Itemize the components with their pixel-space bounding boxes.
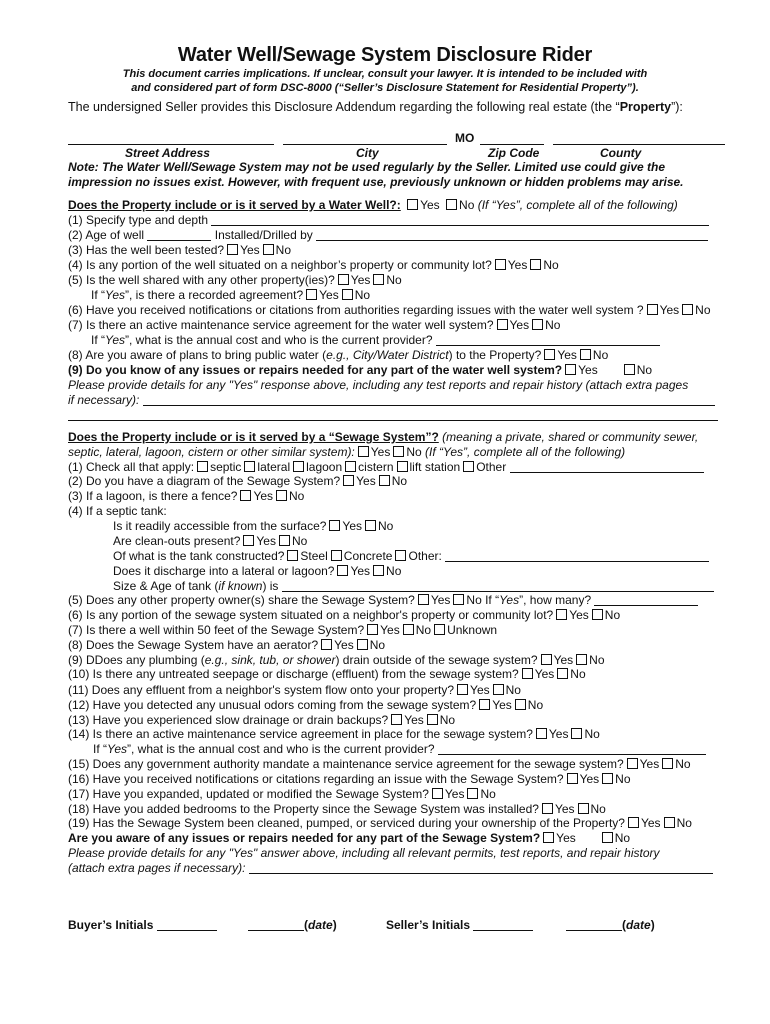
city-field[interactable] <box>283 144 447 145</box>
well-q4: (4) Is any portion of the well situated on a neighbor’s property or community lot? Yes No <box>68 258 559 272</box>
sewage-q7: (7) Is there a well within 50 feet of the Sewage System? Yes No Unknown <box>68 623 498 637</box>
well-q3: (3) Has the well been tested? Yes No <box>68 243 292 257</box>
well-q7: (7) Is there an active maintenance service agreement for the water well system? Yes No <box>68 318 561 332</box>
sewage-q17-yes[interactable] <box>432 788 443 799</box>
tank-material-other-field[interactable] <box>445 550 709 562</box>
sewage-q11: (11) Does any effluent from a neighbor's system flow onto your property? Yes No <box>68 683 521 697</box>
well-no-checkbox[interactable] <box>446 199 457 210</box>
sewage-q5: (5) Does any other property owner(s) share the Sewage System? Yes No If “Yes”, how many? <box>68 593 698 607</box>
concrete-checkbox[interactable] <box>331 550 342 561</box>
county-label: County <box>600 146 642 160</box>
well-q6-yes[interactable] <box>647 304 658 315</box>
sewage-q13: (13) Have you experienced slow drainage or drain backups? Yes No <box>68 713 456 727</box>
sewage-q4b-no[interactable] <box>279 535 290 546</box>
note-line-2: impression no issues exist. However, with frequent use, previously unknown or hidden problems may arise. <box>68 175 684 189</box>
well-q6: (6) Have you received notifications or citations from authorities regarding issues with the water well system ? Yes No <box>68 303 711 317</box>
sewage-q10-no[interactable] <box>557 668 568 679</box>
sewage-q4c: Of what is the tank constructed? Steel Concrete Other: <box>113 549 709 563</box>
well-q8-yes[interactable] <box>544 349 555 360</box>
well-q3-yes[interactable] <box>227 244 238 255</box>
sewage-q18-yes[interactable] <box>542 803 553 814</box>
other-checkbox[interactable] <box>463 461 474 472</box>
sewage-yes-checkbox[interactable] <box>358 446 369 457</box>
well-details-field-2[interactable] <box>68 420 718 421</box>
well-q5-no[interactable] <box>373 274 384 285</box>
well-q2: (2) Age of well Installed/Drilled by <box>68 228 708 242</box>
subtitle-line-1: This document carries implications. If unclear, consult your lawyer. It is intended to be included with <box>122 68 648 80</box>
sewage-q15: (15) Does any government authority mandate a maintenance service agreement for the sewage system? Yes No <box>68 757 691 771</box>
sewage-q12-no[interactable] <box>515 699 526 710</box>
sewage-q9-no[interactable] <box>576 654 587 665</box>
sewage-q18-no[interactable] <box>578 803 589 814</box>
sewage-q14: (14) Is there an active maintenance service agreement in place for the sewage system? Yes No <box>68 727 600 741</box>
well-q3-no[interactable] <box>263 244 274 255</box>
sewage-heading: Does the Property include or is it served by a “Sewage System”? (meaning a private, shared or community sewer, <box>68 430 699 444</box>
sewage-q3-yes[interactable] <box>240 490 251 501</box>
well-maintenance-provider-field[interactable] <box>436 334 660 346</box>
sewage-q16-no[interactable] <box>602 773 613 784</box>
sewage-details-line-2: (attach extra pages if necessary): <box>68 861 713 875</box>
sewage-q4e: Size & Age of tank (if known) is <box>113 579 714 593</box>
sewage-q16: (16) Have you received notifications or citations regarding an issue with the Sewage System? Yes No <box>68 772 631 786</box>
street-address-label: Street Address <box>125 146 210 160</box>
sewage-q4a-yes[interactable] <box>329 520 340 531</box>
sewage-q5-yes[interactable] <box>418 594 429 605</box>
sewage-q6-yes[interactable] <box>556 609 567 620</box>
well-q9-yes[interactable] <box>565 364 576 375</box>
sewage-q2-yes[interactable] <box>343 475 354 486</box>
well-q5a: If “Yes”, is there a recorded agreement? Yes No <box>91 288 371 302</box>
sewage-q11-yes[interactable] <box>457 684 468 695</box>
seller-initials: Seller’s Initials <box>386 918 533 932</box>
sewage-q20-no[interactable] <box>602 832 613 843</box>
well-drilled-by-field[interactable] <box>316 229 708 241</box>
sewage-q7-yes[interactable] <box>367 624 378 635</box>
sewage-q3-no[interactable] <box>276 490 287 501</box>
seller-initials-field[interactable] <box>473 919 533 931</box>
sewage-q7-no[interactable] <box>403 624 414 635</box>
well-q1: (1) Specify type and depth <box>68 213 709 227</box>
subtitle-line-2: and considered part of form DSC-8000 (“Seller’s Disclosure Statement for Residential Property”). <box>131 82 639 94</box>
sewage-q9-yes[interactable] <box>541 654 552 665</box>
sewage-q20: Are you aware of any issues or repairs needed for any part of the Sewage System? Yes No <box>68 831 631 845</box>
sewage-q20-yes[interactable] <box>543 832 554 843</box>
sewage-q4a-no[interactable] <box>365 520 376 531</box>
sewage-q13-yes[interactable] <box>391 714 402 725</box>
other-material-checkbox[interactable] <box>395 550 406 561</box>
sewage-q12-yes[interactable] <box>479 699 490 710</box>
sewage-q18: (18) Have you added bedrooms to the Property since the Sewage System was installed? Yes No <box>68 802 606 816</box>
sewage-details-field[interactable] <box>249 862 713 874</box>
sewage-q12: (12) Have you detected any unusual odors coming from the sewage system? Yes No <box>68 698 544 712</box>
well-q5a-no[interactable] <box>342 289 353 300</box>
sewage-q10-yes[interactable] <box>522 668 533 679</box>
well-q7a: If “Yes”, what is the annual cost and who is the current provider? <box>91 333 660 347</box>
shared-owners-count-field[interactable] <box>594 594 698 606</box>
buyer-date-field[interactable] <box>248 919 304 931</box>
well-age-field[interactable] <box>147 229 211 241</box>
buyer-initials-field[interactable] <box>157 919 217 931</box>
sewage-no-checkbox[interactable] <box>393 446 404 457</box>
sewage-q14a: If “Yes”, what is the annual cost and who is the current provider? <box>93 742 706 756</box>
sewage-q4b: Are clean-outs present? Yes No <box>113 534 308 548</box>
sewage-q15-yes[interactable] <box>627 758 638 769</box>
sewage-q7-unknown[interactable] <box>434 624 445 635</box>
well-q5a-yes[interactable] <box>306 289 317 300</box>
sewage-q19-no[interactable] <box>664 817 675 828</box>
buyer-initials: Buyer’s Initials <box>68 918 217 932</box>
well-q6-no[interactable] <box>682 304 693 315</box>
well-details-line-1: Please provide details for any "Yes" response above, including any test reports and repair history (attach extra pages <box>68 378 689 392</box>
sewage-q9: (9) DDoes any plumbing (e.g., sink, tub, or shower) drain outside of the sewage system? Yes No <box>68 653 605 667</box>
note-line-1: Note: The Water Well/Sewage System may not be used regularly by the Seller. Limited use could give the <box>68 160 666 174</box>
well-q8-no[interactable] <box>580 349 591 360</box>
cistern-checkbox[interactable] <box>345 461 356 472</box>
sewage-q1: (1) Check all that apply: septic lateral lagoon cistern lift station Other <box>68 460 704 474</box>
buyer-date: (date) <box>248 918 337 932</box>
well-q5-yes[interactable] <box>338 274 349 285</box>
sewage-q3: (3) If a lagoon, is there a fence? Yes No <box>68 489 305 503</box>
intro-text: The undersigned Seller provides this Disclosure Addendum regarding the following real estate (the “Property”): <box>68 100 683 114</box>
sewage-q5-no[interactable] <box>453 594 464 605</box>
sewage-heading-2: septic, lateral, lagoon, cistern or other similar system): Yes No (If “Yes”, complete all of the following) <box>68 445 626 459</box>
sewage-details-line-1: Please provide details for any "Yes" answer above, including all relevant permits, test reports, and repair history <box>68 846 660 860</box>
lagoon-checkbox[interactable] <box>293 461 304 472</box>
zip-code-label: Zip Code <box>488 146 540 160</box>
lateral-checkbox[interactable] <box>244 461 255 472</box>
sewage-q4a: Is it readily accessible from the surface? Yes No <box>113 519 394 533</box>
county-field[interactable] <box>553 144 725 145</box>
tank-size-age-field[interactable] <box>282 580 714 592</box>
steel-checkbox[interactable] <box>287 550 298 561</box>
well-details-field[interactable] <box>143 394 715 406</box>
state-label: MO <box>455 131 475 145</box>
sewage-q19: (19) Has the Sewage System been cleaned, pumped, or serviced during your ownership of the Property? Yes No <box>68 816 692 830</box>
sewage-q2: (2) Do you have a diagram of the Sewage System? Yes No <box>68 474 408 488</box>
seller-date: (date) <box>566 918 655 932</box>
well-yes-checkbox[interactable] <box>407 199 418 210</box>
sewage-q17-no[interactable] <box>467 788 478 799</box>
lift-station-checkbox[interactable] <box>397 461 408 472</box>
street-address-field[interactable] <box>68 144 274 145</box>
well-q4-yes[interactable] <box>495 259 506 270</box>
sewage-q4d: Does it discharge into a lateral or lagoon? Yes No <box>113 564 402 578</box>
well-type-depth-field[interactable] <box>211 214 709 226</box>
sewage-q4: (4) If a septic tank: <box>68 504 167 518</box>
well-q7-yes[interactable] <box>497 319 508 330</box>
well-q9-no[interactable] <box>624 364 635 375</box>
other-system-field[interactable] <box>510 461 704 473</box>
seller-date-field[interactable] <box>566 919 622 931</box>
sewage-q2-no[interactable] <box>379 475 390 486</box>
sewage-q14-yes[interactable] <box>536 728 547 739</box>
well-q9: (9) Do you know of any issues or repairs needed for any part of the water well system? Yes No <box>68 363 653 377</box>
sewage-q8: (8) Does the Sewage System have an aerator? Yes No <box>68 638 386 652</box>
well-q4-no[interactable] <box>530 259 541 270</box>
sewage-q16-yes[interactable] <box>567 773 578 784</box>
well-q5: (5) Is the well shared with any other property(ies)? Yes No <box>68 273 402 287</box>
well-details-line-2: if necessary): <box>68 393 715 407</box>
sewage-q6: (6) Is any portion of the sewage system situated on a neighbor's property or community lot? Yes No <box>68 608 621 622</box>
sewage-q6-no[interactable] <box>592 609 603 620</box>
sewage-q19-yes[interactable] <box>628 817 639 828</box>
well-heading: Does the Property include or is it served by a Water Well?: Yes No (If “Yes”, complete all of the following) <box>68 198 678 212</box>
sewage-q10: (10) Is there any untreated seepage or discharge (effluent) from the sewage system? Yes No <box>68 667 586 681</box>
sewage-q14-no[interactable] <box>571 728 582 739</box>
sewage-q11-no[interactable] <box>493 684 504 695</box>
sewage-q8-no[interactable] <box>357 639 368 650</box>
well-q8: (8) Are you aware of plans to bring public water (e.g., City/Water District) to the Property? Yes No <box>68 348 609 362</box>
sewage-q13-no[interactable] <box>427 714 438 725</box>
sewage-q4b-yes[interactable] <box>243 535 254 546</box>
city-label: City <box>356 146 379 160</box>
zip-code-field[interactable] <box>480 144 544 145</box>
sewage-q4d-yes[interactable] <box>337 565 348 576</box>
sewage-q4d-no[interactable] <box>373 565 384 576</box>
sewage-q8-yes[interactable] <box>321 639 332 650</box>
sewage-q15-no[interactable] <box>662 758 673 769</box>
sewage-q17: (17) Have you expanded, updated or modified the Sewage System? Yes No <box>68 787 496 801</box>
well-q7-no[interactable] <box>532 319 543 330</box>
sewage-maintenance-provider-field[interactable] <box>438 743 706 755</box>
septic-checkbox[interactable] <box>197 461 208 472</box>
document-title: Water Well/Sewage System Disclosure Rider <box>177 44 593 66</box>
